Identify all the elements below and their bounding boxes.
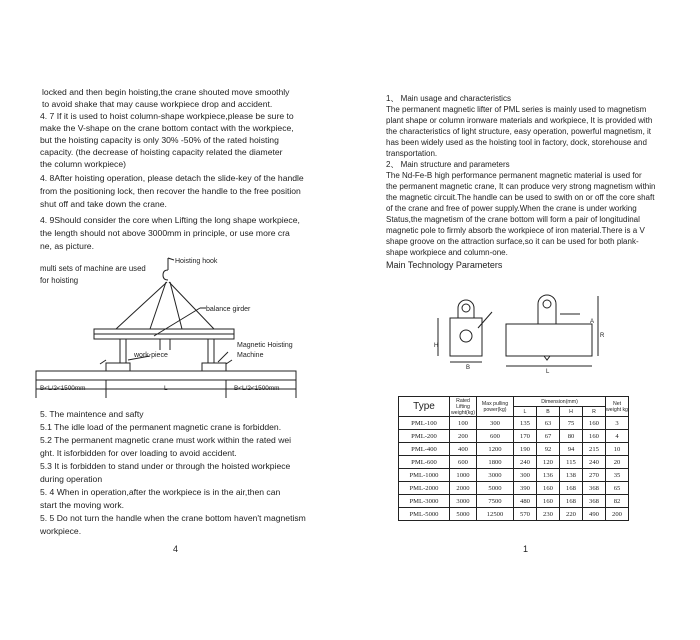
cell: 94: [560, 443, 583, 456]
text-line: shape groove on the attraction surface,so it can be used for both plank-: [386, 237, 639, 246]
header-l: L: [514, 407, 537, 417]
text-line: the characteristics of light structure, easy operation, powerful magnetism, it: [386, 127, 652, 136]
cell: 135: [514, 417, 537, 430]
cell: 7500: [477, 495, 514, 508]
parameters-table: [398, 396, 629, 521]
cell: 75: [560, 417, 583, 430]
cell: 600: [477, 430, 514, 443]
cell: 200: [450, 430, 477, 443]
text-line: to avoid shake that may cause workpiece drop and accident.: [42, 99, 273, 109]
cell: 160: [537, 482, 560, 495]
cell: 120: [537, 456, 560, 469]
label-dim-left: B<L/2<1500mm: [40, 385, 86, 392]
text-line: The Nd-Fe-B high performance permanent magnetic material is used for: [386, 171, 642, 180]
cell: 160: [583, 430, 606, 443]
cell: PML-600: [399, 456, 450, 469]
text-line: ght. It isforbidden for over loading to avoid accident.: [40, 448, 237, 458]
text-line: 5.3 It is forbidden to stand under or through the hoisted workpiece: [40, 461, 291, 471]
label-work-piece: work-piece: [134, 352, 168, 359]
cell: PML-200: [399, 430, 450, 443]
text-line: from the positioning lock, then recover the handle to the free position: [40, 186, 301, 196]
text-line: the column workpiece): [40, 159, 126, 169]
cell: 3: [606, 417, 629, 430]
dim-label-l: L: [546, 369, 550, 375]
dim-label-h: H: [434, 343, 439, 349]
text-line: magnetic pole to firmly absorb the workpiece of iron material.There is a V: [386, 226, 645, 235]
text-line: the length should not above 3000mm in principle, or use more cra: [40, 228, 290, 238]
text-line: plant shape or column ironware materials and workpiece, It is provided with: [386, 116, 653, 125]
cell: 35: [606, 469, 629, 482]
text-line: The permanent magnetic lifter of PML series is mainly used to magnetism: [386, 105, 647, 114]
table-row: [399, 482, 629, 495]
label-hoisting-hook: Hoisting hook: [175, 258, 218, 265]
dim-label-a: A: [590, 319, 595, 325]
text-line: shut off and take down the crane.: [40, 199, 167, 209]
cell: 368: [583, 482, 606, 495]
cell: 300: [514, 469, 537, 482]
text-line: shape workpiece and column-one.: [386, 248, 508, 257]
text-line: 5.2 The permanent magnetic crane must work within the rated wei: [40, 435, 292, 445]
label-multi-sets-2: for hoisting: [40, 276, 79, 285]
header-dimension: Dimension(mm): [514, 397, 606, 407]
cell: 170: [514, 430, 537, 443]
text-line: 5. 5 Do not turn the handle when the crane bottom haven't magnetism: [40, 513, 306, 523]
text-line: Status,the magnetism of the crane bottom will form a pair of longitudinal: [386, 215, 640, 224]
cell: 63: [537, 417, 560, 430]
text-line: capacity. (the decrease of hoisting capacity related the diameter: [40, 147, 283, 157]
cell: 490: [583, 508, 606, 521]
cell: 160: [537, 495, 560, 508]
cell: PML-1000: [399, 469, 450, 482]
cell: 160: [583, 417, 606, 430]
text-line: of the crane and free of power supply.When the crane is under working: [386, 204, 637, 213]
cell: 300: [477, 417, 514, 430]
header-type: Type: [399, 397, 450, 417]
cell: 80: [560, 430, 583, 443]
cell: 215: [583, 443, 606, 456]
label-dim-mid: L: [164, 385, 168, 392]
header-rated: Rated Lifting weight(kg): [451, 397, 475, 416]
cell: 136: [537, 469, 560, 482]
page-number: 4: [173, 544, 179, 554]
text-line: 5. The maintence and safty: [40, 409, 144, 419]
text-line: 4. 7 If it is used to hoist column-shape workpiece,please be sure to: [40, 111, 294, 121]
header-max: Max pulling power(kg): [477, 397, 514, 417]
cell: 20: [606, 456, 629, 469]
cell: 570: [514, 508, 537, 521]
cell: 230: [537, 508, 560, 521]
cell: PML-2000: [399, 482, 450, 495]
cell: 270: [583, 469, 606, 482]
cell: 168: [560, 495, 583, 508]
header-h: H: [560, 407, 583, 417]
cell: 115: [560, 456, 583, 469]
dim-label-b: B: [466, 365, 471, 371]
cell: 1200: [477, 443, 514, 456]
label-balance-girder: balance girder: [206, 306, 251, 313]
text-line: 4. 8After hoisting operation, please detach the slide-key of the handle: [40, 173, 304, 183]
cell: PML-5000: [399, 508, 450, 521]
text-line: 5. 4 When in operation,after the workpiece is in the air,then can: [40, 487, 281, 497]
text-line: 4. 9Should consider the core when Lifting the long shape workpiece,: [40, 215, 300, 225]
cell: 1800: [477, 456, 514, 469]
text-line: make the V-shape on the crane bottom contact with the workpiece,: [40, 123, 294, 133]
cell: 200: [606, 508, 629, 521]
cell: 100: [450, 417, 477, 430]
text-line: start the moving work.: [40, 500, 125, 510]
cell: 600: [450, 456, 477, 469]
text-line: during operation: [40, 474, 103, 484]
label-dim-right: B<L/2<1500mm: [234, 385, 280, 392]
cell: 400: [450, 443, 477, 456]
text-line: ne, as picture.: [40, 241, 94, 251]
dim-label-r: R: [600, 333, 605, 339]
table-row: [399, 456, 629, 469]
cell: 12500: [477, 508, 514, 521]
cell: 240: [514, 456, 537, 469]
crane-diagram-drawing: [0, 0, 350, 410]
table-row: [399, 417, 629, 430]
section-heading: 2、 Main structure and parameters: [386, 160, 510, 169]
cell: 92: [537, 443, 560, 456]
label-magnetic-machine: Magnetic Hoisting: [237, 342, 293, 349]
header-b: B: [537, 407, 560, 417]
text-line: transportation.: [386, 149, 438, 158]
cell: PML-400: [399, 443, 450, 456]
cell: 3000: [477, 469, 514, 482]
table-row: [399, 443, 629, 456]
cell: 67: [537, 430, 560, 443]
cell: 240: [583, 456, 606, 469]
cell: 3000: [450, 495, 477, 508]
text-line: 5.1 The idle load of the permanent magnetic crane is forbidden.: [40, 422, 282, 432]
text-line: the permanent magnetic crane, It can produce very strong magnetism within: [386, 182, 656, 191]
cell: 168: [560, 482, 583, 495]
parameters-title: Main Technology Parameters: [386, 260, 503, 270]
cell: 5000: [450, 508, 477, 521]
cell: 1000: [450, 469, 477, 482]
text-line: the magnetic circuit.The handle can be used to swith on or off the core shaft: [386, 193, 655, 202]
cell: 390: [514, 482, 537, 495]
header-weight: Net weight kg: [606, 397, 629, 417]
text-line: locked and then begin hoisting,the crane shouted move smoothly: [42, 87, 290, 97]
cell: PML-3000: [399, 495, 450, 508]
product-drawing: [430, 288, 610, 380]
table-row: [399, 430, 629, 443]
cell: 82: [606, 495, 629, 508]
cell: 4: [606, 430, 629, 443]
cell: 138: [560, 469, 583, 482]
text-line: workpiece.: [40, 526, 82, 536]
table-header-row: [399, 397, 629, 407]
cell: 480: [514, 495, 537, 508]
cell: 190: [514, 443, 537, 456]
cell: 5000: [477, 482, 514, 495]
label-magnetic-machine-2: Machine: [237, 352, 264, 359]
cell: 2000: [450, 482, 477, 495]
table-row: [399, 495, 629, 508]
text-line: but the hoisting capacity is only 30% -50% of the rated hoisting: [40, 135, 279, 145]
table-row: [399, 469, 629, 482]
section-heading: 1、 Main usage and characteristics: [386, 94, 511, 103]
cell: 368: [583, 495, 606, 508]
header-r: R: [583, 407, 606, 417]
cell: 220: [560, 508, 583, 521]
table-row: [399, 508, 629, 521]
cell: PML-100: [399, 417, 450, 430]
cell: 65: [606, 482, 629, 495]
cell: 10: [606, 443, 629, 456]
label-multi-sets: multi sets of machine are used: [40, 264, 146, 273]
page-number: 1: [523, 544, 529, 554]
text-line: has been widely used as the hoisting tool in factory, dock, storehouse and: [386, 138, 647, 147]
